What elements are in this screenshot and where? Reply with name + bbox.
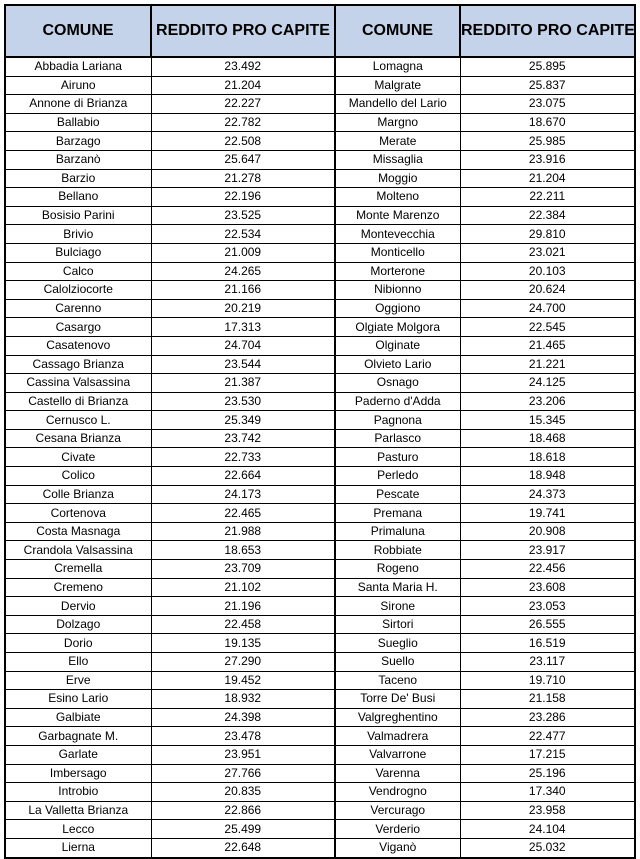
reddito-left-cell: 17.313 (151, 318, 335, 337)
comune-right-cell: Valvarrone (335, 745, 460, 764)
reddito-right-cell: 21.465 (460, 336, 635, 355)
table-row (5, 355, 635, 374)
reddito-right-cell: 22.211 (460, 188, 635, 207)
table-row (5, 504, 635, 523)
table-row (5, 243, 635, 262)
comune-right-cell: Olginate (335, 336, 460, 355)
comune-right-cell: Pagnona (335, 411, 460, 430)
comune-right-cell: Valgreghentino (335, 708, 460, 727)
reddito-right-cell: 16.519 (460, 634, 635, 653)
reddito-left-cell: 22.782 (151, 113, 335, 132)
reddito-left-cell: 25.647 (151, 150, 335, 169)
reddito-left-cell: 22.227 (151, 95, 335, 114)
comune-left-cell: Cassina Valsassina (5, 374, 151, 393)
table-row (5, 188, 635, 207)
header-row (5, 5, 635, 57)
reddito-right-cell: 22.384 (460, 206, 635, 225)
table-row (5, 411, 635, 430)
comune-left-cell: Cassago Brianza (5, 355, 151, 374)
comune-left-cell: Garbagnate M. (5, 727, 151, 746)
table-row (5, 801, 635, 820)
comune-left-cell: Brivio (5, 225, 151, 244)
reddito-right-cell: 17.340 (460, 783, 635, 802)
comune-left-cell: Esino Lario (5, 690, 151, 709)
table-row (5, 485, 635, 504)
comune-left-cell: Lecco (5, 820, 151, 839)
comune-left-cell: Garlate (5, 745, 151, 764)
comune-left-cell: Casatenovo (5, 336, 151, 355)
table-row (5, 727, 635, 746)
comune-right-cell: Paderno d'Adda (335, 392, 460, 411)
reddito-left-cell: 24.173 (151, 485, 335, 504)
reddito-right-cell: 25.032 (460, 838, 635, 857)
table-row (5, 448, 635, 467)
comune-right-cell: Pasturo (335, 448, 460, 467)
comune-left-cell: Cesana Brianza (5, 429, 151, 448)
reddito-right-cell: 23.053 (460, 597, 635, 616)
comune-right-cell: Osnago (335, 374, 460, 393)
reddito-right-cell: 21.221 (460, 355, 635, 374)
comune-left-cell: Galbiate (5, 708, 151, 727)
comune-right-cell: Missaglia (335, 150, 460, 169)
table-row (5, 392, 635, 411)
comune-right-cell: Santa Maria H. (335, 578, 460, 597)
reddito-right-cell: 23.206 (460, 392, 635, 411)
reddito-right-cell: 24.104 (460, 820, 635, 839)
table-row (5, 76, 635, 95)
reddito-right-cell: 18.468 (460, 429, 635, 448)
reddito-left-cell: 23.709 (151, 560, 335, 579)
reddito-right-cell: 21.158 (460, 690, 635, 709)
comune-right-cell: Vercurago (335, 801, 460, 820)
comune-right-cell: Mandello del Lario (335, 95, 460, 114)
table-row (5, 634, 635, 653)
reddito-right-cell: 19.710 (460, 671, 635, 690)
table-row (5, 95, 635, 114)
reddito-right-cell: 23.958 (460, 801, 635, 820)
comune-right-cell: Molteno (335, 188, 460, 207)
reddito-right-cell: 22.456 (460, 560, 635, 579)
comune-right-cell: Pescate (335, 485, 460, 504)
reddito-right-cell: 25.837 (460, 76, 635, 95)
reddito-left-cell: 23.951 (151, 745, 335, 764)
reddito-left-cell: 27.290 (151, 653, 335, 672)
reddito-left-cell: 19.452 (151, 671, 335, 690)
comune-right-cell: Vendrogno (335, 783, 460, 802)
comune-right-cell: Oggiono (335, 299, 460, 318)
reddito-left-cell: 22.196 (151, 188, 335, 207)
comune-left-cell: Cortenova (5, 504, 151, 523)
table-row (5, 169, 635, 188)
comune-right-cell: Taceno (335, 671, 460, 690)
comune-right-cell: Olgiate Molgora (335, 318, 460, 337)
comune-right-cell: Premana (335, 504, 460, 523)
comune-left-cell: Airuno (5, 76, 151, 95)
comune-left-cell: Castello di Brianza (5, 392, 151, 411)
reddito-left-cell: 21.009 (151, 243, 335, 262)
table-row (5, 653, 635, 672)
comune-right-cell: Nibionno (335, 281, 460, 300)
reddito-right-cell: 21.204 (460, 169, 635, 188)
table-row (5, 429, 635, 448)
reddito-right-cell: 25.985 (460, 132, 635, 151)
reddito-right-cell: 23.021 (460, 243, 635, 262)
reddito-left-cell: 21.166 (151, 281, 335, 300)
comune-left-cell: Cremella (5, 560, 151, 579)
table-row (5, 206, 635, 225)
reddito-left-cell: 21.988 (151, 522, 335, 541)
reddito-right-cell: 26.555 (460, 615, 635, 634)
reddito-right-cell: 23.117 (460, 653, 635, 672)
reddito-right-cell: 23.075 (460, 95, 635, 114)
comune-left-cell: Barzago (5, 132, 151, 151)
table-row (5, 764, 635, 783)
comune-right-cell: Rogeno (335, 560, 460, 579)
table-row (5, 597, 635, 616)
table-body (5, 57, 635, 858)
reddito-left-cell: 20.219 (151, 299, 335, 318)
table-row (5, 578, 635, 597)
reddito-left-cell: 22.534 (151, 225, 335, 244)
comune-left-cell: Colico (5, 467, 151, 486)
reddito-right-cell: 20.624 (460, 281, 635, 300)
reddito-right-cell: 19.741 (460, 504, 635, 523)
comune-left-cell: Bosisio Parini (5, 206, 151, 225)
table-row (5, 615, 635, 634)
reddito-left-cell: 20.835 (151, 783, 335, 802)
comune-right-cell: Margno (335, 113, 460, 132)
header-reddito-left: REDDITO PRO CAPITE (151, 5, 335, 57)
table-row (5, 150, 635, 169)
comune-left-cell: Introbio (5, 783, 151, 802)
reddito-left-cell: 24.265 (151, 262, 335, 281)
comune-right-cell: Morterone (335, 262, 460, 281)
reddito-right-cell: 22.477 (460, 727, 635, 746)
reddito-left-cell: 25.349 (151, 411, 335, 430)
comune-left-cell: Erve (5, 671, 151, 690)
comune-right-cell: Parlasco (335, 429, 460, 448)
comune-right-cell: Sirtori (335, 615, 460, 634)
reddito-right-cell: 20.103 (460, 262, 635, 281)
comune-left-cell: Dervio (5, 597, 151, 616)
reddito-right-cell: 25.895 (460, 57, 635, 76)
reddito-left-cell: 21.387 (151, 374, 335, 393)
comune-left-cell: Crandola Valsassina (5, 541, 151, 560)
comune-left-cell: Ello (5, 653, 151, 672)
reddito-left-cell: 21.196 (151, 597, 335, 616)
reddito-left-cell: 22.648 (151, 838, 335, 857)
table-row (5, 132, 635, 151)
reddito-left-cell: 22.508 (151, 132, 335, 151)
comune-left-cell: Cernusco L. (5, 411, 151, 430)
table-row (5, 299, 635, 318)
comune-left-cell: Carenno (5, 299, 151, 318)
table-row (5, 541, 635, 560)
comune-right-cell: Lomagna (335, 57, 460, 76)
reddito-left-cell: 21.278 (151, 169, 335, 188)
comune-left-cell: Bulciago (5, 243, 151, 262)
comune-right-cell: Monte Marenzo (335, 206, 460, 225)
reddito-right-cell: 18.618 (460, 448, 635, 467)
reddito-left-cell: 27.766 (151, 764, 335, 783)
reddito-left-cell: 23.544 (151, 355, 335, 374)
reddito-left-cell: 23.742 (151, 429, 335, 448)
header-comune-left: COMUNE (5, 5, 151, 57)
reddito-right-cell: 23.608 (460, 578, 635, 597)
comune-right-cell: Viganò (335, 838, 460, 857)
comune-left-cell: Calco (5, 262, 151, 281)
reddito-left-cell: 21.204 (151, 76, 335, 95)
comune-left-cell: Dolzago (5, 615, 151, 634)
table-row (5, 690, 635, 709)
table-row (5, 57, 635, 76)
comune-right-cell: Moggio (335, 169, 460, 188)
comune-right-cell: Verderio (335, 820, 460, 839)
comune-left-cell: Barzio (5, 169, 151, 188)
comune-right-cell: Malgrate (335, 76, 460, 95)
reddito-left-cell: 22.458 (151, 615, 335, 634)
comune-left-cell: Imbersago (5, 764, 151, 783)
reddito-left-cell: 22.664 (151, 467, 335, 486)
comune-right-cell: Olvieto Lario (335, 355, 460, 374)
reddito-left-cell: 18.932 (151, 690, 335, 709)
table-row (5, 745, 635, 764)
table-row (5, 318, 635, 337)
comune-right-cell: Monticello (335, 243, 460, 262)
reddito-right-cell: 18.948 (460, 467, 635, 486)
table-row (5, 820, 635, 839)
reddito-left-cell: 23.530 (151, 392, 335, 411)
table-row (5, 113, 635, 132)
comune-left-cell: Abbadia Lariana (5, 57, 151, 76)
reddito-right-cell: 20.908 (460, 522, 635, 541)
table-row (5, 281, 635, 300)
income-table (4, 4, 636, 859)
reddito-left-cell: 21.102 (151, 578, 335, 597)
header-reddito-right: REDDITO PRO CAPITE (460, 5, 635, 57)
reddito-right-cell: 22.545 (460, 318, 635, 337)
comune-right-cell: Torre De' Busi (335, 690, 460, 709)
reddito-left-cell: 19.135 (151, 634, 335, 653)
comune-left-cell: Cremeno (5, 578, 151, 597)
table-row (5, 671, 635, 690)
table-row (5, 522, 635, 541)
reddito-right-cell: 29.810 (460, 225, 635, 244)
reddito-left-cell: 24.704 (151, 336, 335, 355)
comune-left-cell: Casargo (5, 318, 151, 337)
comune-left-cell: Colle Brianza (5, 485, 151, 504)
reddito-right-cell: 23.286 (460, 708, 635, 727)
comune-left-cell: Civate (5, 448, 151, 467)
table-row (5, 783, 635, 802)
comune-left-cell: Lierna (5, 838, 151, 857)
reddito-left-cell: 23.492 (151, 57, 335, 76)
comune-right-cell: Primaluna (335, 522, 460, 541)
reddito-right-cell: 24.700 (460, 299, 635, 318)
reddito-left-cell: 24.398 (151, 708, 335, 727)
comune-right-cell: Sueglio (335, 634, 460, 653)
comune-left-cell: Calolziocorte (5, 281, 151, 300)
reddito-right-cell: 24.125 (460, 374, 635, 393)
table-row (5, 708, 635, 727)
reddito-left-cell: 18.653 (151, 541, 335, 560)
comune-right-cell: Valmadrera (335, 727, 460, 746)
table-row (5, 560, 635, 579)
reddito-right-cell: 18.670 (460, 113, 635, 132)
reddito-left-cell: 23.525 (151, 206, 335, 225)
comune-left-cell: Ballabio (5, 113, 151, 132)
comune-right-cell: Robbiate (335, 541, 460, 560)
comune-left-cell: Costa Masnaga (5, 522, 151, 541)
comune-right-cell: Suello (335, 653, 460, 672)
comune-right-cell: Perledo (335, 467, 460, 486)
reddito-right-cell: 25.196 (460, 764, 635, 783)
reddito-left-cell: 23.478 (151, 727, 335, 746)
reddito-left-cell: 22.866 (151, 801, 335, 820)
comune-left-cell: Barzanò (5, 150, 151, 169)
header-comune-right: COMUNE (335, 5, 460, 57)
reddito-left-cell: 25.499 (151, 820, 335, 839)
reddito-right-cell: 24.373 (460, 485, 635, 504)
reddito-left-cell: 22.465 (151, 504, 335, 523)
comune-left-cell: La Valletta Brianza (5, 801, 151, 820)
table-row (5, 336, 635, 355)
comune-left-cell: Annone di Brianza (5, 95, 151, 114)
comune-right-cell: Merate (335, 132, 460, 151)
table-row (5, 374, 635, 393)
reddito-right-cell: 15.345 (460, 411, 635, 430)
reddito-right-cell: 23.917 (460, 541, 635, 560)
table-row (5, 262, 635, 281)
table-row (5, 225, 635, 244)
comune-left-cell: Dorio (5, 634, 151, 653)
comune-right-cell: Varenna (335, 764, 460, 783)
comune-left-cell: Bellano (5, 188, 151, 207)
comune-right-cell: Sirone (335, 597, 460, 616)
reddito-left-cell: 22.733 (151, 448, 335, 467)
comune-right-cell: Montevecchia (335, 225, 460, 244)
reddito-right-cell: 17.215 (460, 745, 635, 764)
reddito-right-cell: 23.916 (460, 150, 635, 169)
table-row (5, 467, 635, 486)
table-row (5, 838, 635, 857)
